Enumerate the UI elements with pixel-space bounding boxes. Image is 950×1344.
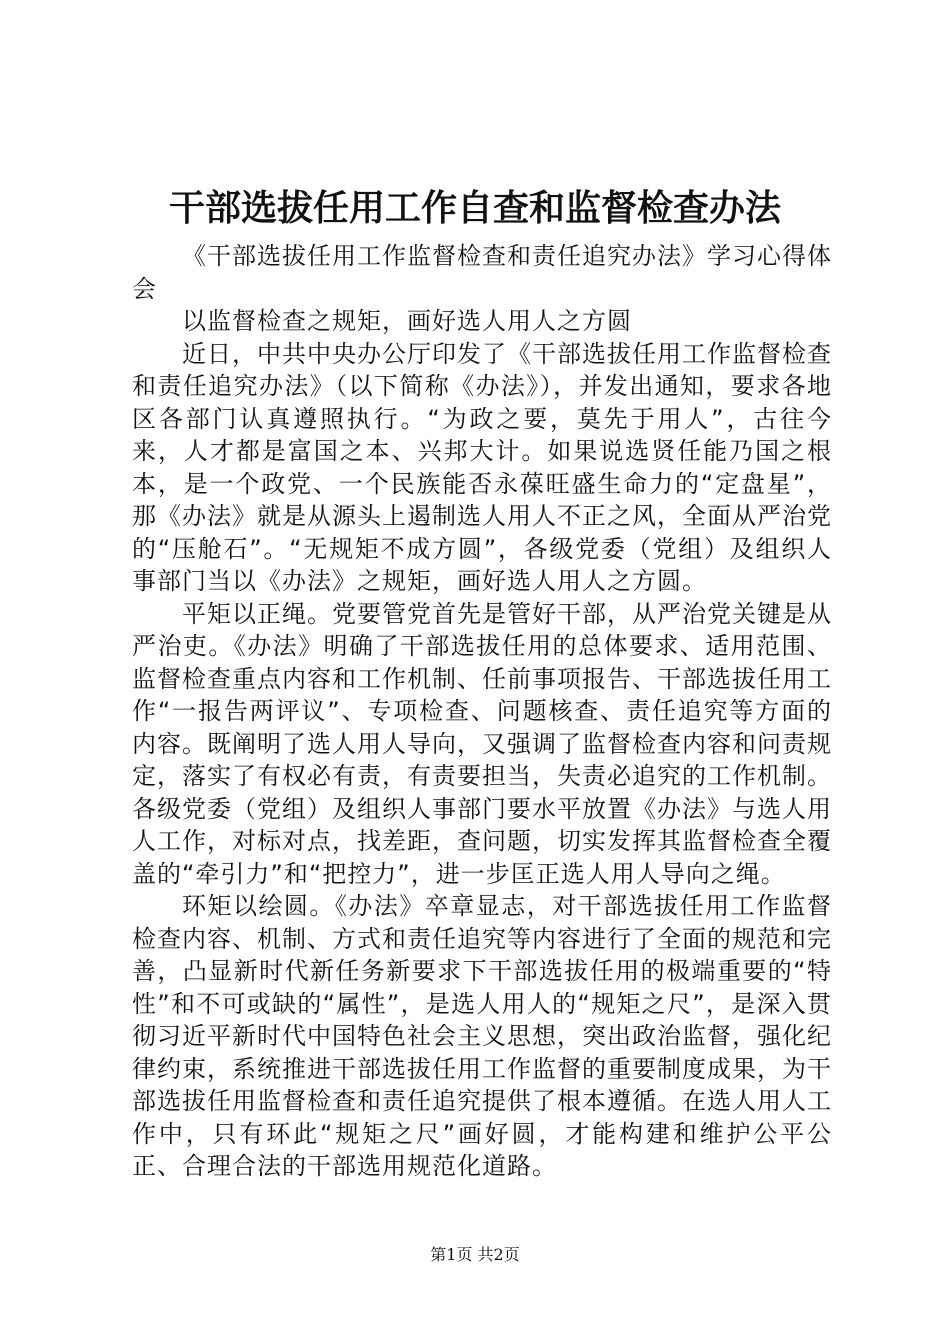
paragraph-subtitle: 《干部选拔任用工作监督检查和责任追究办法》学习心得体会 [132,242,832,303]
document-body [132,240,832,1183]
paragraph-intro: 近日，中共中央办公厅印发了《干部选拔任用工作监督检查和责任追究办法》（以下简称《办法》），并发出通知，要求各地区各部门认真遵照执行。“为政之要，莫先于用人”，古往今来，人才都是富国之本、兴邦大计。如果说选贤任能乃国之根本，是一个政党、一个民族能否永葆旺盛生命力的“定盘星”，那《办法》就是从源头上遏制选人用人不正之风，全面从严治党的“压舱石”。“无规矩不成方圆”，各级党委（党组）及组织人事部门当以《办法》之规矩，画好选人用人之方圆。 [132,339,832,595]
page-number-footer: 第1页 共2页 [430,1245,520,1264]
paragraph-huanju: 环矩以绘圆。《办法》卒章显志，对干部选拔任用工作监督检查内容、机制、方式和责任追究等内容进行了全面的规范和完善，凸显新时代新任务新要求下干部选拔任用的极端重要的“特性”和不可或缺的“属性”，是选人用人的“规矩之尺”，是深入贯彻习近平新时代中国特色社会主义思想，突出政治监督，强化纪律约束，系统推进干部选拔任用工作监督的重要制度成果，为干部选拔任用监督检查和责任追究提供了根本遵循。在选人用人工作中，只有环此“规矩之尺”画好圆，才能构建和维护公平公正、合理合法的干部选用规范化道路。 [132,892,832,1180]
paragraph-heading: 以监督检查之规矩，画好选人用人之方圆 [182,307,632,335]
paragraph-pingju: 平矩以正绳。党要管党首先是管好干部，从严治党关键是从严治吏。《办法》明确了干部选拔任用的总体要求、适用范围、监督检查重点内容和工作机制、任前事项报告、干部选拔任用工作“一报告两评议”、专项检查、问题核查、责任追究等方面的内容。既阐明了选人用人导向，又强调了监督检查内容和问责规定，落实了有权必有责，有责要担当，失责必追究的工作机制。各级党委（党组）及组织人事部门要水平放置《办法》与选人用人工作，对标对点，找差距，查问题，切实发挥其监督检查全覆盖的“牵引力”和“把控力”，进一步匡正选人用人导向之绳。 [132,599,832,888]
document-title: 干部选拔任用工作自查和监督检查办法 [168,187,781,229]
